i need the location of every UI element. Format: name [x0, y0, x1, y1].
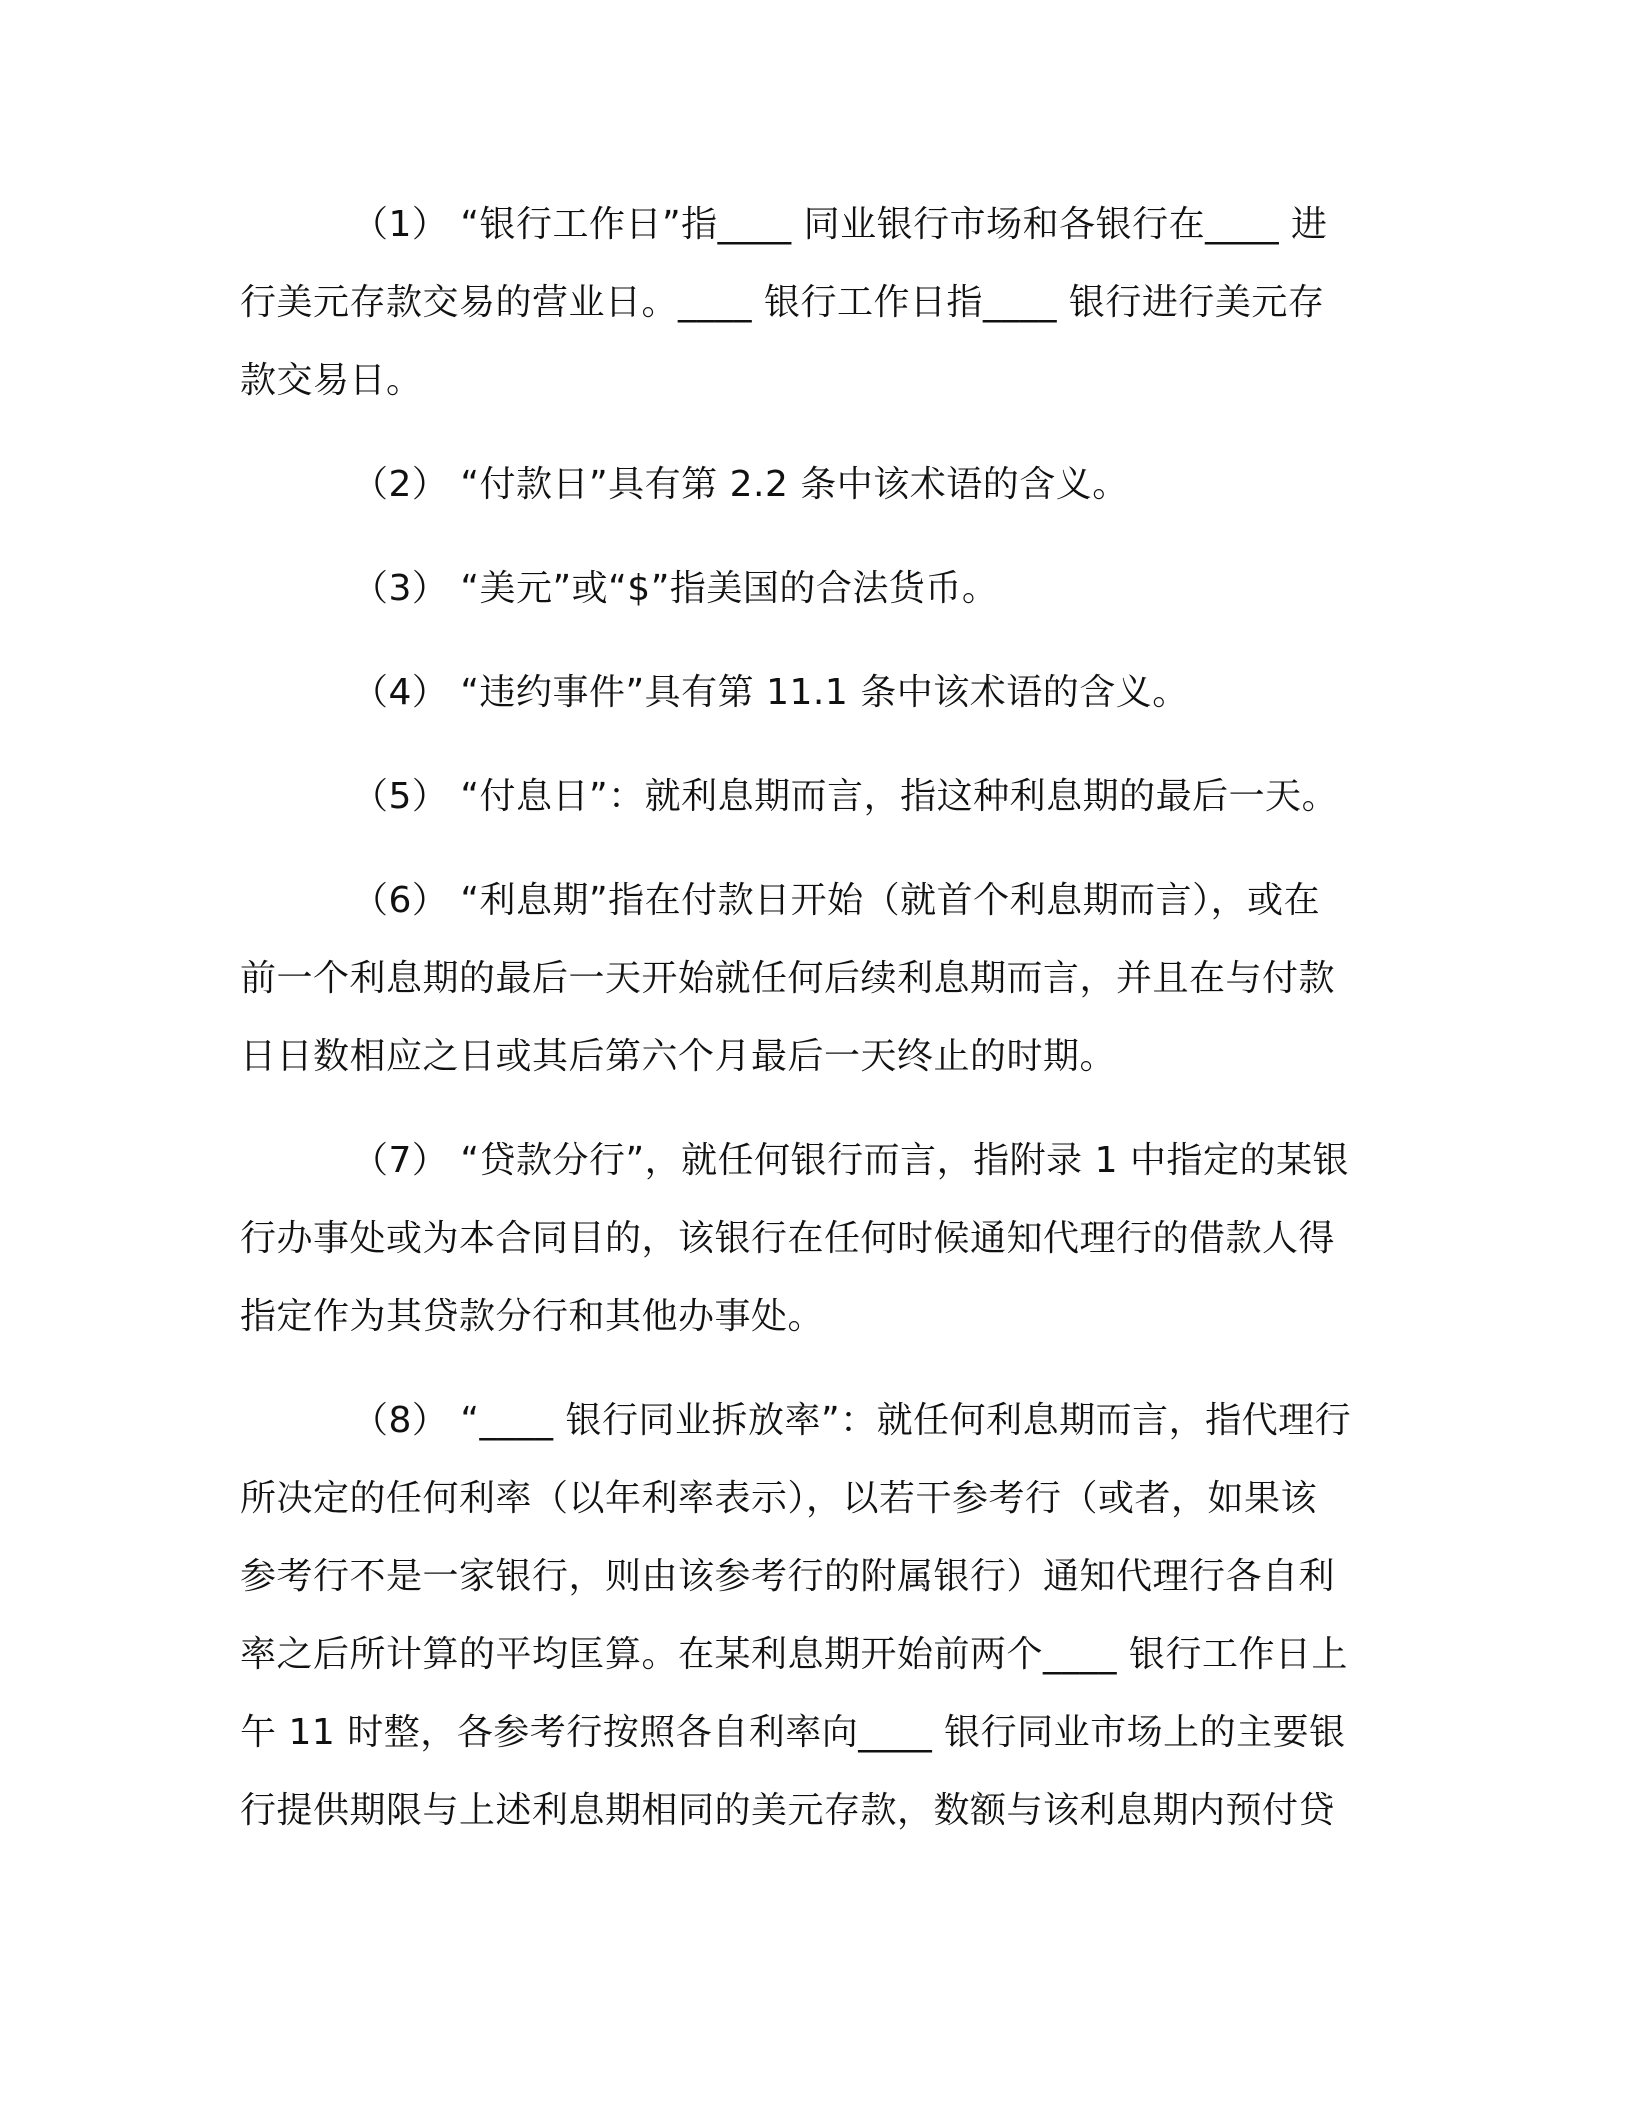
definition-4 [240, 654, 1380, 732]
definition-7-line-1: （7） “贷款分行”，就任何银行而言，指附录 1 中指定的某银 [352, 1140, 1349, 1181]
definition-8 [240, 1382, 1380, 1850]
definition-2-line-1: （2） “付款日”具有第 2.2 条中该术语的含义。 [352, 464, 1129, 505]
definition-5-line-1: （5） “付息日”：就利息期而言，指这种利息期的最后一天。 [352, 776, 1339, 817]
definition-7 [240, 1122, 1380, 1356]
definition-1-line-2: 行美元存款交易的营业日。____ 银行工作日指____ 银行进行美元存 [240, 282, 1325, 323]
definition-8-line-5: 午 11 时整，各参考行按照各自利率向____ 银行同业市场上的主要银 [240, 1712, 1346, 1753]
definition-6 [240, 862, 1380, 1096]
definition-8-line-2: 所决定的任何利率（以年利率表示），以若干参考行（或者，如果该 [240, 1478, 1318, 1519]
definition-5 [240, 758, 1380, 836]
definition-1-line-1: （1） “银行工作日”指____ 同业银行市场和各银行在____ 进 [352, 204, 1328, 245]
definition-8-line-3: 参考行不是一家银行，则由该参考行的附属银行）通知代理行各自利 [240, 1556, 1336, 1597]
definition-1 [240, 186, 1380, 420]
definition-3-line-1: （3） “美元”或“$”指美国的合法货币。 [352, 568, 999, 609]
document-page [240, 186, 1380, 1876]
definition-2 [240, 446, 1380, 524]
definition-6-line-1: （6） “利息期”指在付款日开始（就首个利息期而言），或在 [352, 880, 1321, 921]
definition-3 [240, 550, 1380, 628]
definition-8-line-1: （8） “____ 银行同业拆放率”：就任何利息期而言，指代理行 [352, 1400, 1352, 1441]
definition-4-line-1: （4） “违约事件”具有第 11.1 条中该术语的含义。 [352, 672, 1189, 713]
definition-8-line-6: 行提供期限与上述利息期相同的美元存款，数额与该利息期内预付贷 [240, 1790, 1336, 1831]
definition-7-line-2: 行办事处或为本合同目的，该银行在任何时候通知代理行的借款人得 [240, 1218, 1336, 1259]
definition-6-line-3: 日日数相应之日或其后第六个月最后一天终止的时期。 [240, 1036, 1117, 1077]
definition-1-line-3: 款交易日。 [240, 360, 423, 401]
definition-7-line-3: 指定作为其贷款分行和其他办事处。 [240, 1296, 825, 1337]
definition-8-line-4: 率之后所计算的平均匡算。在某利息期开始前两个____ 银行工作日上 [240, 1634, 1348, 1675]
definition-6-line-2: 前一个利息期的最后一天开始就任何后续利息期而言，并且在与付款 [240, 958, 1336, 999]
